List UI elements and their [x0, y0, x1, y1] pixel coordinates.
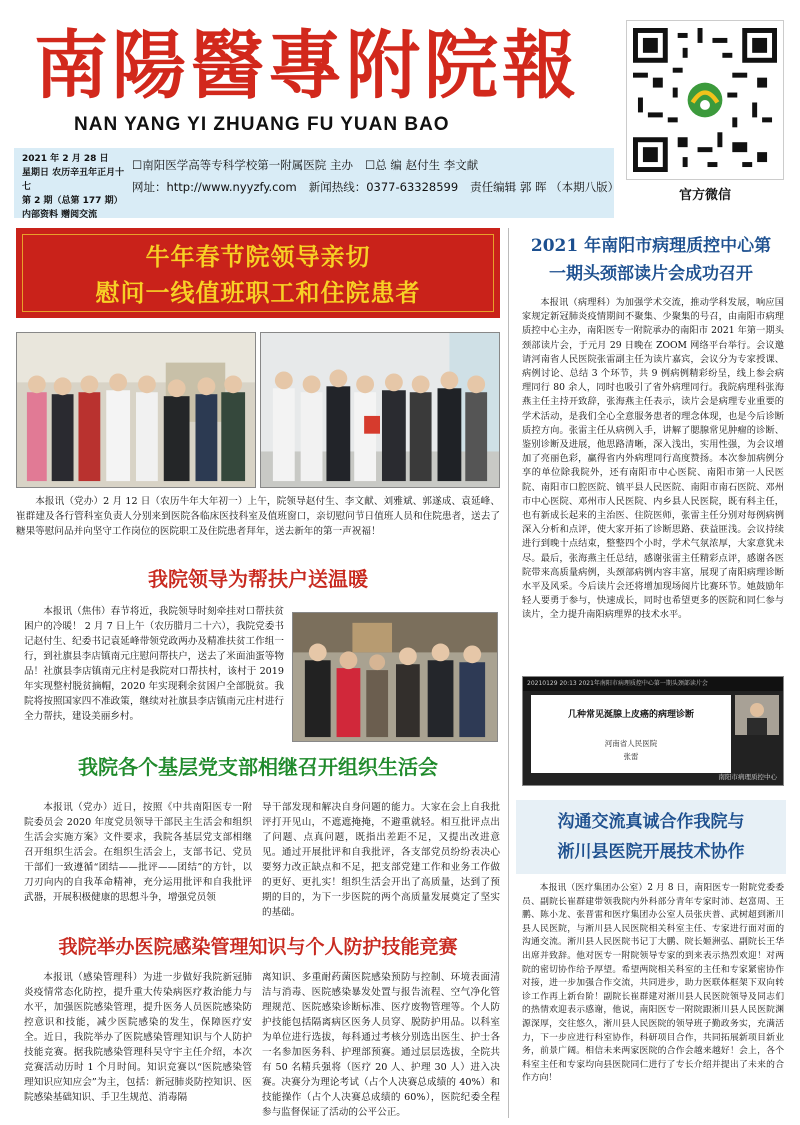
photo-image-icon [293, 613, 497, 741]
official-wechat-label: 官方微信 [678, 188, 731, 203]
article2-body-wrapper [24, 604, 284, 724]
issue-info-bar [14, 148, 620, 220]
speaker-video-thumbnail [735, 695, 779, 735]
article2-body: 本报讯（焦伟）春节将近，我院领导时刻牵挂对口帮扶贫困户的冷暖！ 2 月 7 日上午（农历腊月二十六），我院党委书记赵付生、纪委书记袁延峰带领党政两办及精准扶贫工作组一行，到社旗县李店镇南元庄慰问帮扶户，送去了米面油蛋等物品！社旗县李店镇南元庄村是我院对口帮扶村，该村于 2019 年实现整村脱贫摘帽，2020 年实现剩余贫困户全部脱贫。我院将按照国家四不准政策，继续对社旗县李店镇南元庄村进行全力帮扶，建设美丽乡村。 [24, 606, 284, 722]
qr-code-icon [633, 27, 777, 173]
article4-body-right-wrapper [262, 970, 500, 1120]
article5-screenshot [522, 676, 784, 786]
masthead [14, 8, 786, 220]
article2-headline: 我院领导为帮扶户送温暖 [148, 567, 368, 591]
photo-image-icon [261, 333, 499, 487]
article3-body-right: 导干部发现和解决自身问题的能力。大家在会上自我批评打开见山，不遮遮掩掩，不避重就轻。相互批评点出了问题、点真问题，既指出差距不足，又提出改进意见。通过开展批评和自我批评，各支部党员纷纷表决心要努力改正缺点和不足，把支部党建工作和业务工作做的更好、更扎实！组织生活会开出了高质量，达到了预期的目的，为下一步医院的两个高质量发展奠定了坚实的基础。 [262, 802, 500, 918]
newspaper-title: 南陽醫專附院報 [34, 23, 580, 109]
article1-body-wrapper [16, 494, 500, 539]
issue-internal: 内部资料 赠阅交流 [22, 210, 98, 220]
article6-body-wrapper [522, 882, 784, 1086]
screen-timestamp: 20210129 20:13 2021年南阳市病理质控中心第一期头颈部读片会 [523, 677, 784, 691]
qr-code [626, 20, 784, 180]
article1-headline-line1: 牛年春节院领导亲切 [145, 243, 371, 271]
article1-banner-frame [22, 234, 494, 312]
newspaper-title-pinyin: NAN YANG YI ZHUANG FU YUAN BAO [74, 114, 450, 135]
article1-headline-line2: 慰问一线值班职工和住院患者 [95, 279, 421, 307]
article3-body-left-wrapper [24, 800, 252, 905]
issue-date: 2021 年 2 月 28 日 [22, 154, 109, 164]
article6-body: 本报讯（医疗集团办公室）2 月 8 日，南阳医专一附院党委委员、副院长崔群建带领我院内外科部分青年专家时沛、赵富周、王鹏、陈小龙、张晋雷和医疗集团办公室人员张庆普、武树超到淅川县人民医院，与淅川县人民医院相关科室主任、专家进行面对面的沟通交流。淅川县人民医院书记丁大鹏、院长姬洲弘、副院长王华出席并致辞。他对医专一附院领导专家的到来表示热烈欢迎！对两院的密切协作给予厚望。希望两院相关科室的主任和专家紧密协作对接，进一步加强合作交流，共同进步，助力医联体框架下双向转诊工作再上新台阶！副院长崔群建对淅川县人民医院领导及同志们的热情欢迎表示感谢，他说，南阳医专一附院跟淅川县人民医院渊源深厚，交往悠久，淅川县人民医院的领导班子勤政务实，充满活力，下一步应进行科室协作，科研项目合作，共同拓展新项目新业务，前景广阔。相信未来两家医院的合作会越来越好！会上，各个科室主任和专家均向县医院同仁进行了专长介绍并提出了未来的合作方向！ [522, 883, 784, 1084]
screen-slide-org: 河南省人民医院 [604, 739, 658, 748]
article3-body-left: 本报讯（党办）近日，按照《中共南阳医专一附院委员会 2020 年度党员领导干部民主生活会和组织生活会实施方案》文件要求，我院各基层党支部相继召开组织生活会。在组织生活会上，支部书记、党员干部们一致遵循“团结——批评——团结”的方针，以刀刃向内的自我革命精神，充分运用批评和自我批评武器，开展积极健康的思想斗争，增强党员领 [24, 802, 252, 903]
speaker-avatar-icon [735, 695, 779, 735]
photo-image-icon [17, 333, 255, 487]
screen-slide-speaker: 张雷 [623, 752, 639, 761]
sponsor: ☐南阳医学高等专科学校第一附属医院 主办 [132, 158, 353, 172]
article5-headline-line2: 一期头颈部读片会成功召开 [549, 264, 753, 284]
article1-photo-left [16, 332, 256, 488]
issue-weekday-lunar: 星期日 农历辛丑年正月十七 [22, 168, 125, 192]
screen-slide [531, 695, 731, 773]
article1-banner [16, 228, 500, 318]
article4-body-left: 本报讯（感染管理科）为进一步做好我院新冠肺炎疫情常态化防控，提升重大传染病医疗救治能力与水平，加强医院感染管理，提升医务人员医院感染防控意识和技能，减少医院感染的发生，保障医疗安全。近日，我院举办了医院感染管理知识与个人防护技能竞赛。据我院感染管理科吴守宇主任介绍，本次竞赛活动历时 1 个月时间。知识竞赛以“医院感染管理知识应知应会”为主，包括：新冠肺炎防控知识、医院感染基础知识、手卫生规范、消毒隔 [24, 972, 252, 1103]
article5-body-wrapper [522, 296, 784, 623]
website-link[interactable]: 网址：http://www.nyyzfy.com [132, 180, 297, 194]
issue-info-left [22, 152, 132, 222]
screen-watermark: 南阳市病理质控中心 [718, 773, 777, 781]
chief-editor: ☐总 编 赵付生 李文献 [364, 158, 479, 172]
column-divider [508, 228, 509, 1118]
article6-headline-line2: 淅川县医院开展技术协作 [557, 842, 745, 862]
news-hotline: 新闻热线：0377-63328599 [308, 180, 459, 194]
article5-headline [516, 232, 786, 288]
issue-info-main [132, 154, 620, 198]
article6-headline-line1: 沟通交流真诚合作我院与 [557, 812, 745, 832]
article2-photo [292, 612, 498, 742]
article4-body-left-wrapper [24, 970, 252, 1105]
article5-body: 本报讯（病理科）为加强学术交流，推动学科发展，响应国家规定新冠肺炎疫情期间不聚集、少聚集的号召，由南阳市病理质控中心主办，南阳医专一附院承办的南阳市 2021 年第一期头颈部读片会，于元月 29 日晚在 ZOOM 网络平台举行。会议邀请河南省人民医院张雷副主任为读片嘉宾，会议分为专家授课、病例讨论、总结 3 个环节，共 9 例病例精彩纷呈，线上参会病理同行 80 余人，同时也吸引了省外病理同行。我院病理科张海燕主任主持开致辞，张海燕主任表示，读片会是病理专业重要的学术活动，是我们全心全意服务患者的理念体现，也是今后诊断质控方向。张雷主任从病例入手，讲解了腮腺常见肿瘤的诊断、鉴别诊断及进展，他思路清晰，深入浅出，实用性强，为会议增加了亮丽色彩，赢得省内外病理同行高度赞扬。本次参加病例分享的单位除我院外，还有南阳市中心医院、南阳市第一人民医院、南阳市口腔医院、镇平县人民医院、南阳市南石医院、邓州市中心医院、邓州市人民医院、内乡县人民医院，既有科主任，也有新成长起来的主治医、住院医师，张雷主任分别对每例病例深入分析和点评，使大家开拓了诊断思路、获益匪浅。会议持续进行到晚十点结束，整整四个小时，学术气氛浓厚，大家意犹未尽。最后，张海燕主任总结，感谢张雷主任精彩点评，感谢各医院带来高质量病例，头颈部病例内容丰富，展现了南阳病理诊断水平及风采。今后读片会还将增加现场阅片比赛环节。她鼓励年轻人要勇于参与，快速成长，同时也希望更多的医院和同仁参与读片，全力提升南阳病理界的技术水平。 [522, 297, 784, 621]
screen-slide-title: 几种常见涎腺上皮癌的病理诊断 [567, 710, 694, 720]
article3-headline: 我院各个基层党支部相继召开组织生活会 [78, 755, 438, 779]
article6-headline-box [516, 800, 786, 874]
article6-headline [516, 800, 786, 867]
issue-number: 第 2 期（总第 177 期） [22, 196, 123, 206]
article4-body-right: 离知识、多重耐药菌医院感染预防与控制、环境表面清洁与消毒、医院感染暴发处置与报告流程、空气净化管理规范、医院感染诊断标准、医疗废物管理等。个人防护技能包括隔离病区医务人员穿、脱防护用品。以科室为单位进行选拔，每科通过考核分别选出医生、护士各一名参加医务科、护理部预赛。通过层层选拔，全院共有 50 名精兵强将（医疗 20 人、护理 30 人）进入决赛。决赛分为理论考试（占个人决赛总成绩的 40%）和技能操作（占个人决赛总成绩的 60%），医院纪委全程参与监督保证了活动的公平公正。 [262, 972, 500, 1118]
responsible-editor: 责任编辑 郭 晖 （本期八版） [470, 180, 620, 194]
article4-headline: 我院举办医院感染管理知识与个人防护技能竞赛 [58, 936, 458, 958]
article1-headline [23, 235, 493, 311]
article1-photo-right [260, 332, 500, 488]
article3-body-right-wrapper [262, 800, 500, 920]
article1-body: 本报讯（党办）2 月 12 日（农历牛年大年初一）上午，院领导赵付生、李文献、刘雅斌、郭遂成、袁延峰、崔群建及各行管科室负责人分别来到医院各临床医技科室及值班窗口，亲切慰问节日值班人员和住院患者，送去了糖果等慰问品并向坚守工作岗位的医院职工及住院患者拜年，送去新年的第一声祝福！ [16, 496, 500, 537]
article5-headline-line1: 2021 年南阳市病理质控中心第 [530, 236, 772, 256]
